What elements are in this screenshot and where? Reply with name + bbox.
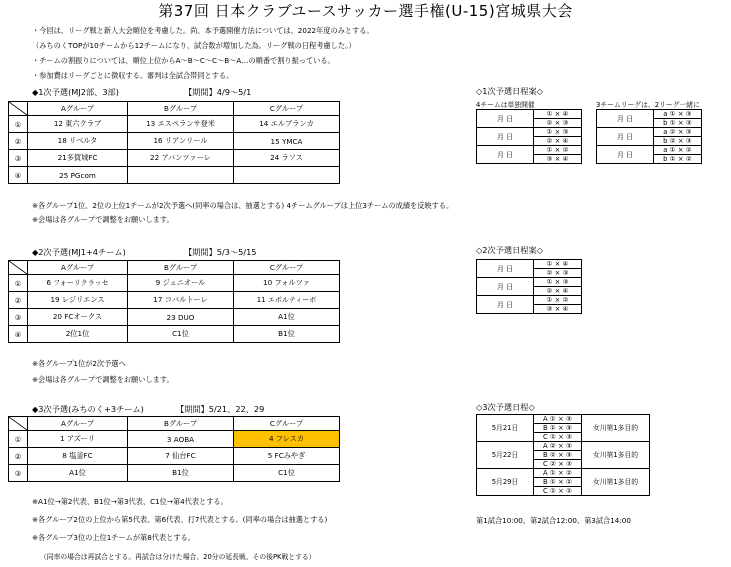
intro-note-2: （みちのくTOPが10チームから12チームになり、試合数が増加した為。リーグ戦の日程考慮した。）: [32, 41, 356, 50]
team-cell: 24 ラソス: [234, 150, 340, 167]
team-cell: 18 リベルタ: [28, 133, 128, 150]
team-cell: B1位: [234, 326, 340, 343]
match-cell: ② × ③: [534, 119, 582, 128]
team-cell: C1位: [234, 465, 340, 482]
match-cell: ③ × ④: [534, 155, 582, 164]
header-group-c: Cグループ: [234, 102, 340, 116]
corner-cell: [9, 261, 28, 275]
row-number: ④: [9, 167, 28, 184]
match-cell: C ① × ③: [534, 433, 582, 442]
row-number: ①: [9, 116, 28, 133]
team-cell: 12 東六クラブ: [28, 116, 128, 133]
intro-note-3: ・チームの割振りについては、順位上位からA～B～C～C～B～A…の順番で割り振っている。: [32, 56, 335, 65]
schedule1-left-table: [476, 109, 582, 164]
team-cell: 9 ジュニオール: [128, 275, 234, 292]
schedule3-heading: ◇3次予選日程◇: [476, 402, 535, 412]
match-cell: ① × ③: [534, 278, 582, 287]
date-cell: 月 日: [477, 296, 534, 314]
team-cell: 25 PGcom: [28, 167, 128, 184]
round2-note-1: ※各グループ1位が2次予選へ: [32, 359, 126, 368]
venue-cell: 女川第1多目的: [582, 469, 650, 496]
round2-note-2: ※会場は各グループで調整をお願いします。: [32, 375, 174, 384]
team-cell: 22 アバンツァーレ: [128, 150, 234, 167]
match-cell: C ② × ③: [534, 460, 582, 469]
corner-cell: [9, 102, 28, 116]
round2-period: 【期間】5/3～5/15: [184, 247, 257, 257]
schedule1-heading: ◇1次予選日程案◇: [476, 86, 543, 96]
team-cell: 2位1位: [28, 326, 128, 343]
team-cell: A1位: [234, 309, 340, 326]
match-cell: ① × ③: [534, 128, 582, 137]
match-cell: ② × ④: [534, 287, 582, 296]
date-cell: 5月22日: [477, 442, 534, 469]
schedule1-right-table: [596, 109, 702, 164]
date-cell: 月 日: [597, 110, 654, 128]
match-cell: b ① × ②: [654, 155, 702, 164]
round3-note-3: ※各グループ3位の上位1チームが第8代表とする。: [32, 533, 195, 542]
team-cell: 20 FCオークス: [28, 309, 128, 326]
team-cell: 14 エルブランカ: [234, 116, 340, 133]
date-cell: 5月21日: [477, 415, 534, 442]
round2-heading: ◆2次予選(MJ1+4チーム): [32, 247, 126, 257]
team-cell: 1 アズーリ: [28, 431, 128, 448]
date-cell: 月 日: [477, 278, 534, 296]
match-cell: ① × ②: [534, 146, 582, 155]
match-cell: B ① × ③: [534, 424, 582, 433]
match-cell: A ① × ③: [534, 415, 582, 424]
team-cell: [128, 167, 234, 184]
team-cell: 10 フォルツァ: [234, 275, 340, 292]
row-number: ①: [9, 431, 28, 448]
page-title: 第37回 日本クラブユースサッカー選手権(U-15)宮城県大会: [158, 2, 573, 20]
team-cell: A1位: [28, 465, 128, 482]
team-cell: [234, 167, 340, 184]
match-cell: ① × ④: [534, 260, 582, 269]
match-cell: a ① × ③: [654, 110, 702, 119]
team-cell: 21多賀城FC: [28, 150, 128, 167]
header-group-b: Bグループ: [128, 102, 234, 116]
round3-period: 【期間】5/21、22、29: [176, 404, 265, 414]
venue-cell: 女川第1多目的: [582, 415, 650, 442]
round3-heading: ◆3次予選(みちのく+3チーム): [32, 404, 144, 414]
match-cell: a ① × ②: [654, 146, 702, 155]
team-cell: 11 エボルティーボ: [234, 292, 340, 309]
team-cell: 6 フォーリクラッセ: [28, 275, 128, 292]
row-number: ②: [9, 448, 28, 465]
team-cell: 23 DUO: [128, 309, 234, 326]
schedule3-kickoff: 第1試合10:00、第2試合12:00、第3試合14:00: [476, 516, 631, 525]
team-cell: 7 仙台FC: [128, 448, 234, 465]
row-number: ③: [9, 309, 28, 326]
round3-note-1: ※A1位→第2代表、B1位→第3代表、C1位→第4代表とする。: [32, 497, 228, 506]
row-number: ④: [9, 326, 28, 343]
team-cell: 8 塩釜FC: [28, 448, 128, 465]
team-cell: 16 リアンリール: [128, 133, 234, 150]
schedule2-table: [476, 259, 582, 314]
row-number: ①: [9, 275, 28, 292]
match-cell: B ① × ②: [534, 478, 582, 487]
date-cell: 月 日: [597, 146, 654, 164]
header-group-a: Aグループ: [28, 102, 128, 116]
schedule1-label-right: 3チームリーグは、2リーグ一緒に: [596, 101, 700, 109]
schedule3-table: [476, 414, 650, 496]
match-cell: a ② × ③: [654, 128, 702, 137]
team-cell: 15 YMCA: [234, 133, 340, 150]
team-cell: 3 AOBA: [128, 431, 234, 448]
row-number: ③: [9, 150, 28, 167]
match-cell: A ② × ③: [534, 442, 582, 451]
intro-note-4: ・参加費はリーグごとに徴収する。審判は全試合帯同とする。: [32, 71, 234, 80]
team-cell: 5 FCみやぎ: [234, 448, 340, 465]
round1-period: 【期間】4/9～5/1: [184, 87, 252, 97]
round2-table: [8, 260, 340, 343]
team-cell: 19 レジリエンス: [28, 292, 128, 309]
date-cell: 月 日: [477, 128, 534, 146]
date-cell: 月 日: [477, 260, 534, 278]
match-cell: ③ × ④: [534, 305, 582, 314]
row-number: ③: [9, 465, 28, 482]
match-cell: C ① × ②: [534, 487, 582, 496]
match-cell: ① × ②: [534, 296, 582, 305]
match-cell: b ① × ③: [654, 119, 702, 128]
team-cell: B1位: [128, 465, 234, 482]
match-cell: A ① × ②: [534, 469, 582, 478]
team-cell: C1位: [128, 326, 234, 343]
date-cell: 月 日: [477, 146, 534, 164]
round3-table: [8, 416, 340, 482]
team-cell: 17 コバルトーレ: [128, 292, 234, 309]
match-cell: b ② × ③: [654, 137, 702, 146]
date-cell: 5月29日: [477, 469, 534, 496]
row-number: ②: [9, 133, 28, 150]
header-group-c: Cグループ: [234, 261, 340, 275]
round3-note-2: ※各グループ2位の上位から第5代表、第6代表、打7代表とする。(同率の場合は抽選とする): [32, 515, 328, 524]
corner-cell: [9, 417, 28, 431]
round1-note-2: ※会場は各グループで調整をお願いします。: [32, 215, 174, 224]
header-group-a: Aグループ: [28, 261, 128, 275]
header-group-c: Cグループ: [234, 417, 340, 431]
match-cell: ② × ③: [534, 269, 582, 278]
venue-cell: 女川第1多目的: [582, 442, 650, 469]
date-cell: 月 日: [477, 110, 534, 128]
header-group-a: Aグループ: [28, 417, 128, 431]
schedule2-heading: ◇2次予選日程案◇: [476, 245, 543, 255]
team-cell: 13 エスペランサ登米: [128, 116, 234, 133]
round1-table: [8, 101, 340, 184]
team-cell-highlighted: 4 フレスカ: [234, 431, 340, 448]
intro-note-1: ・今回は、リーグ戦と新人大会順位を考慮した。尚、本予選開催方法については、2022年度のみとする。: [32, 26, 374, 35]
round1-note-1: ※各グループ1位、2位の上位1チームが2次予選へ(同率の場合は、抽選とする) 4チームグループは上位3チームの成績を反映する。: [32, 201, 454, 210]
row-number: ②: [9, 292, 28, 309]
match-cell: ① × ④: [534, 110, 582, 119]
match-cell: ② × ④: [534, 137, 582, 146]
match-cell: B ② × ③: [534, 451, 582, 460]
date-cell: 月 日: [597, 128, 654, 146]
header-group-b: Bグループ: [128, 417, 234, 431]
round3-note-4: （同率の場合は再試合とする。再試合は分けた場合、20分の延長戦、その後PK戦とする）: [40, 553, 316, 561]
header-group-b: Bグループ: [128, 261, 234, 275]
schedule1-label-left: 4チームは単独開催: [476, 101, 535, 109]
round1-heading: ◆1次予選(MJ2部、3部): [32, 87, 119, 97]
